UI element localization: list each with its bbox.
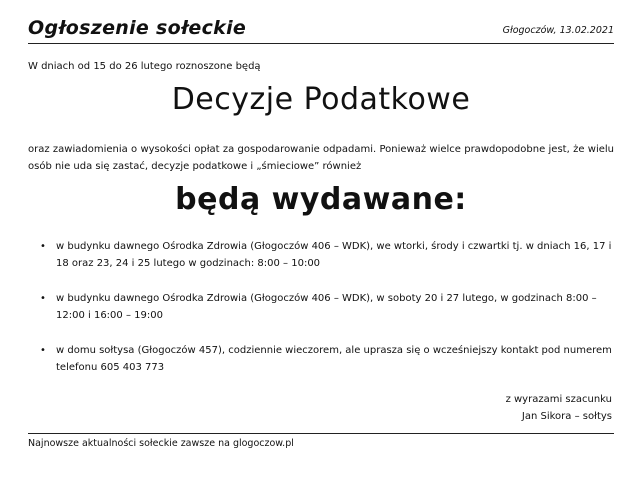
bullet-icon: •: [40, 241, 46, 252]
secondary-heading: będą wydawane:: [175, 182, 467, 217]
bullet-icon: •: [40, 345, 46, 356]
bullet-icon: •: [40, 293, 46, 304]
main-heading: Decyzje Podatkowe: [171, 82, 471, 117]
header: [28, 17, 614, 44]
intro-text: W dniach od 15 do 26 lutego roznoszone będą: [28, 61, 261, 72]
location-list: [28, 238, 614, 394]
list-item: [28, 238, 614, 290]
list-item: [28, 290, 614, 342]
list-item-text: w budynku dawnego Ośrodka Zdrowia (Głogoczów 406 – WDK), w soboty 20 i 27 lutego, w godzinach 8:00 – 12:00 i 16:00 – 19:00: [56, 293, 597, 321]
signoff: [506, 391, 614, 425]
footer-divider: [28, 433, 614, 434]
header-date: Głogoczów, 13.02.2021: [502, 25, 614, 36]
signoff-signature: Jan Sikora – sołtys: [521, 411, 612, 422]
list-item-text: w budynku dawnego Ośrodka Zdrowia (Głogoczów 406 – WDK), we wtorki, środy i czwartki tj. w dniach 16, 17 i 18 oraz 23, 24 i 25 lutego w godzinach: 8:00 – 10:00: [56, 241, 612, 269]
body-paragraph: oraz zawiadomienia o wysokości opłat za gospodarowanie odpadami. Ponieważ wielce prawdopodobne jest, że wielu osób nie uda się zastać, decyzje podatkowe i „śmieciowe” również: [28, 144, 614, 172]
signoff-greeting: z wyrazami szacunku: [505, 394, 612, 405]
page-title: Ogłoszenie sołeckie: [28, 17, 247, 39]
list-item-text: w domu sołtysa (Głogoczów 457), codziennie wieczorem, ale uprasza się o wcześniejszy kontakt pod numerem telefonu 605 403 773: [56, 345, 612, 373]
footer-text: Najnowsze aktualności sołeckie zawsze na glogoczow.pl: [28, 438, 294, 449]
announcement-page: [28, 0, 614, 480]
list-item: [28, 342, 614, 394]
